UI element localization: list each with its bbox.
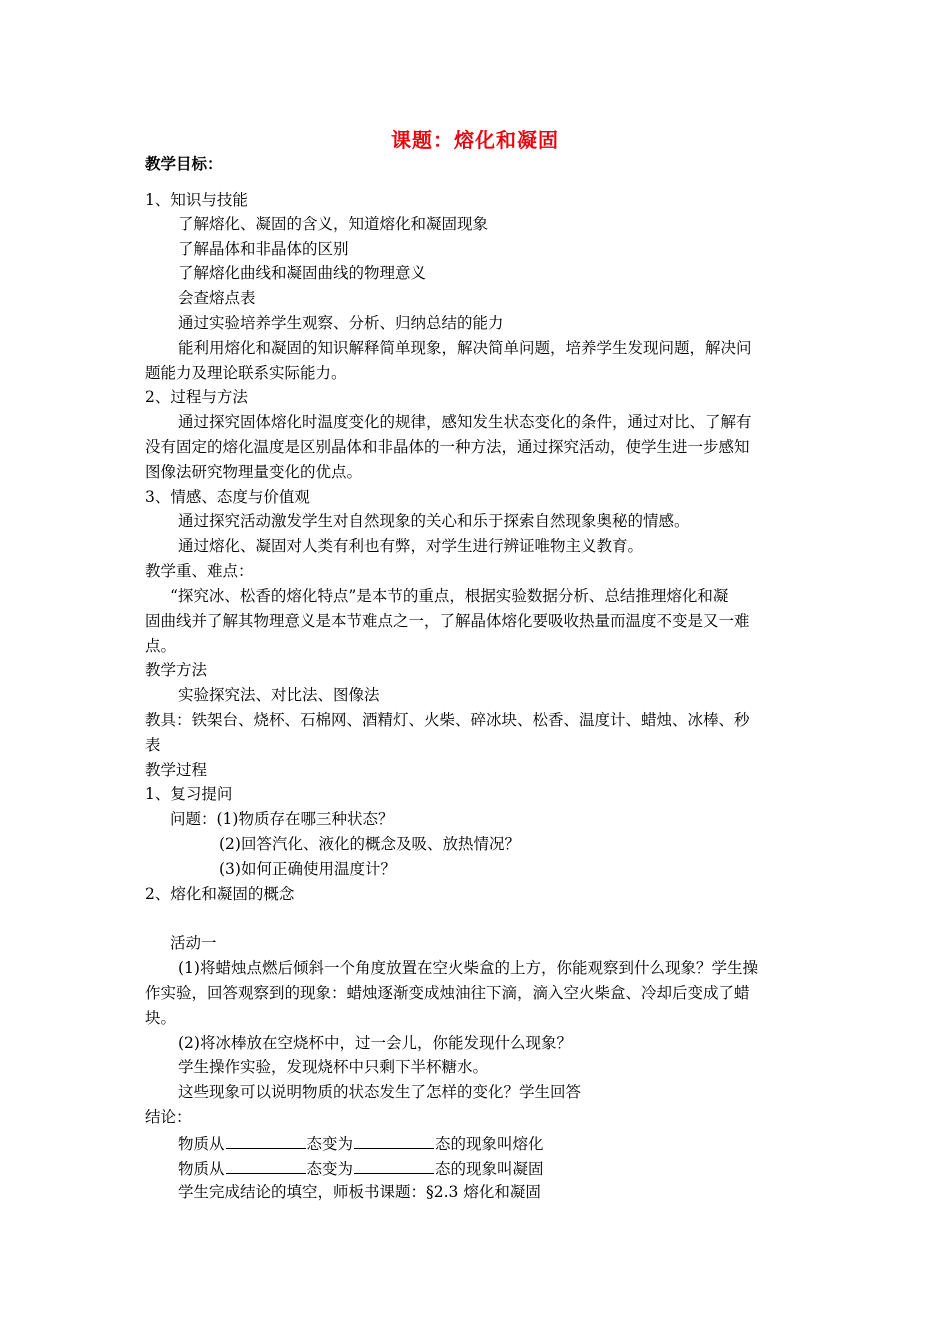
tools-line: 表 bbox=[145, 736, 161, 754]
fill-text: 态变为 bbox=[306, 1160, 354, 1178]
final-line: 学生完成结论的填空，师板书课题：§2.3 熔化和凝固 bbox=[178, 1183, 541, 1201]
s1-item: 通过实验培养学生观察、分析、归纳总结的能力 bbox=[178, 314, 504, 332]
activity-line: (2)将冰棒放在空烧杯中，过一会儿，你能发现什么现象？ bbox=[178, 1034, 572, 1052]
review-heading: 1、复习提问 bbox=[145, 785, 233, 803]
key-line: 固曲线并了解其物理意义是本节难点之一，了解晶体熔化要吸收热量而温度不变是又一难 bbox=[145, 612, 750, 630]
section-2-heading: 2、过程与方法 bbox=[145, 388, 248, 406]
fill-text: 态变为 bbox=[306, 1135, 354, 1153]
key-line: 点。 bbox=[145, 637, 177, 655]
method-heading: 教学方法 bbox=[145, 661, 208, 679]
s1-item: 能利用熔化和凝固的知识解释简单现象，解决简单问题，培养学生发现问题，解决问 bbox=[178, 339, 752, 357]
activity-line: 块。 bbox=[145, 1009, 177, 1027]
s1-item: 了解熔化、凝固的含义，知道熔化和凝固现象 bbox=[178, 215, 489, 233]
method-text: 实验探究法、对比法、图像法 bbox=[178, 686, 380, 704]
activity-heading: 活动一 bbox=[170, 934, 217, 952]
activity-line: (1)将蜡烛点燃后倾斜一个角度放置在空火柴盒的上方，你能观察到什么现象？学生操 bbox=[178, 959, 758, 977]
activity-line: 学生操作实验，发现烧杯中只剩下半杯糖水。 bbox=[178, 1058, 489, 1076]
fill-text: 物质从 bbox=[178, 1135, 225, 1153]
answer-blank[interactable] bbox=[226, 1155, 306, 1174]
fill-in-solidifying bbox=[178, 1155, 544, 1181]
conclusion-heading: 结论： bbox=[145, 1108, 192, 1126]
s2-line: 图像法研究物理量变化的优点。 bbox=[145, 463, 363, 481]
answer-blank[interactable] bbox=[226, 1130, 306, 1149]
s2-line: 没有固定的熔化温度是区别晶体和非晶体的一种方法，通过探究活动，使学生进一步感知 bbox=[145, 438, 750, 456]
process-heading: 教学过程 bbox=[145, 761, 208, 779]
question: (2)回答汽化、液化的概念及吸、放热情况？ bbox=[219, 835, 520, 853]
lesson-title: 课题：熔化和凝固 bbox=[391, 128, 559, 152]
key-points-heading: 教学重、难点： bbox=[145, 562, 254, 580]
s1-item: 会查熔点表 bbox=[178, 289, 256, 307]
s1-item: 了解晶体和非晶体的区别 bbox=[178, 240, 349, 258]
objectives-heading: 教学目标： bbox=[145, 154, 223, 173]
fill-text: 态的现象叫熔化 bbox=[435, 1135, 544, 1153]
question: 问题：(1)物质存在哪三种状态？ bbox=[170, 810, 394, 828]
s1-item: 题能力及理论联系实际能力。 bbox=[145, 364, 347, 382]
question: (3)如何正确使用温度计？ bbox=[219, 860, 396, 878]
fill-text: 物质从 bbox=[178, 1160, 225, 1178]
activity-line: 这些现象可以说明物质的状态发生了怎样的变化？学生回答 bbox=[178, 1083, 582, 1101]
s1-item: 了解熔化曲线和凝固曲线的物理意义 bbox=[178, 264, 427, 282]
concept-heading: 2、熔化和凝固的概念 bbox=[145, 885, 295, 903]
section-1-heading: 1、知识与技能 bbox=[145, 191, 248, 209]
fill-in-melting bbox=[178, 1130, 544, 1156]
section-3-heading: 3、情感、态度与价值观 bbox=[145, 488, 310, 506]
s3-line: 通过探究活动激发学生对自然现象的关心和乐于探索自然现象奥秘的情感。 bbox=[178, 512, 690, 530]
activity-line: 作实验，回答观察到的现象：蜡烛逐渐变成烛油往下滴，滴入空火柴盒、冷却后变成了蜡 bbox=[145, 984, 750, 1002]
key-line: “探究冰、松香的熔化特点”是本节的重点，根据实验数据分析、总结推理熔化和凝 bbox=[170, 587, 729, 605]
answer-blank[interactable] bbox=[354, 1155, 434, 1174]
s2-line: 通过探究固体熔化时温度变化的规律，感知发生状态变化的条件，通过对比、了解有 bbox=[178, 413, 752, 431]
s3-line: 通过熔化、凝固对人类有利也有弊，对学生进行辨证唯物主义教育。 bbox=[178, 537, 644, 555]
answer-blank[interactable] bbox=[354, 1130, 434, 1149]
tools-line: 教具：铁架台、烧杯、石棉网、酒精灯、火柴、碎冰块、松香、温度计、蜡烛、冰棒、秒 bbox=[145, 711, 750, 729]
fill-text: 态的现象叫凝固 bbox=[435, 1160, 544, 1178]
